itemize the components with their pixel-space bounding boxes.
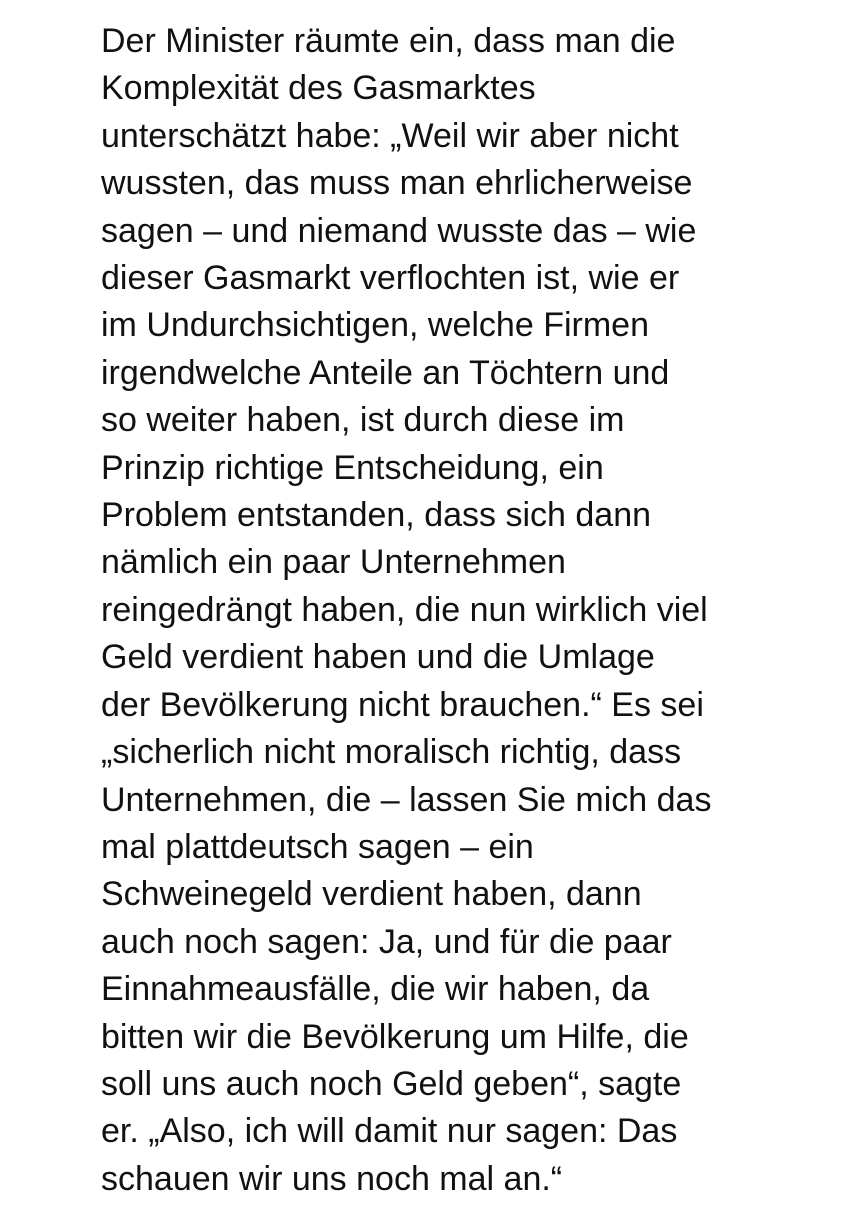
text-line-13: reingedrängt haben, die nun wirklich viel [101, 590, 708, 629]
text-line-15: der Bevölkerung nicht brauchen.“ Es sei [101, 685, 704, 724]
text-line-24: er. „Also, ich will damit nur sagen: Das [101, 1112, 678, 1151]
text-line-9: so weiter haben, ist durch diese im [101, 401, 625, 440]
text-line-16: „sicherlich nicht moralisch richtig, dass [101, 733, 682, 772]
text-line-21: Einnahmeausfälle, die wir haben, da [101, 970, 650, 1009]
text-line-11: Problem entstanden, dass sich dann [101, 496, 652, 535]
text-line-18: mal plattdeutsch sagen – ein [101, 827, 534, 866]
text-line-22: bitten wir die Bevölkerung um Hilfe, die [101, 1017, 689, 1056]
text-line-8: irgendwelche Anteile an Töchtern und [101, 353, 670, 392]
text-line-14: Geld verdient haben und die Umlage [101, 638, 655, 677]
text-line-25: schauen wir uns noch mal an.“ [101, 1159, 563, 1198]
text-line-17: Unternehmen, die – lassen Sie mich das [101, 780, 712, 819]
text-line-1: Der Minister räumte ein, dass man die [101, 22, 676, 60]
text-line-6: dieser Gasmarkt verflochten ist, wie er [101, 259, 680, 298]
text-line-20: auch noch sagen: Ja, und für die paar [101, 922, 672, 961]
text-line-12: nämlich ein paar Unternehmen [101, 543, 566, 582]
text-line-4: wussten, das muss man ehrlicherweise [101, 164, 693, 203]
text-line-5: sagen – und niemand wusste das – wie [101, 211, 697, 250]
article-paragraph [101, 18, 821, 1203]
text-line-7: im Undurchsichtigen, welche Firmen [101, 306, 649, 345]
text-line-3: unterschätzt habe: „Weil wir aber nicht [101, 116, 679, 155]
text-line-2: Komplexität des Gasmarktes [101, 69, 536, 108]
text-line-10: Prinzip richtige Entscheidung, ein [101, 448, 604, 487]
text-line-23: soll uns auch noch Geld geben“, sagte [101, 1064, 682, 1103]
text-line-19: Schweinegeld verdient haben, dann [101, 875, 642, 914]
